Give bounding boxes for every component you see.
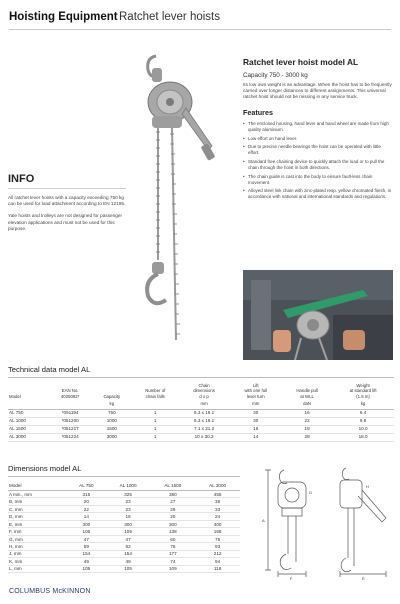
table-cell: G, mm bbox=[9, 536, 23, 542]
table-cell: 49 bbox=[125, 558, 131, 564]
table-cell: 109 bbox=[124, 529, 132, 535]
table-row bbox=[8, 550, 240, 557]
table-cell: 93 bbox=[215, 543, 221, 549]
column-header: Number of chain falls bbox=[145, 388, 166, 399]
table-cell: 22 bbox=[83, 506, 89, 512]
table-cell: 28 bbox=[304, 434, 310, 440]
table-cell: D, mm bbox=[9, 514, 23, 520]
table-cell: 1 bbox=[153, 434, 157, 440]
table-cell: 1500 bbox=[106, 426, 117, 432]
table-cell: 23 bbox=[125, 506, 131, 512]
table-cell: 138 bbox=[168, 529, 177, 535]
table-row bbox=[8, 513, 240, 520]
table-cell: 154 bbox=[124, 551, 132, 557]
table-cell: 3000 bbox=[106, 434, 117, 440]
column-header: AL 1500 bbox=[150, 481, 195, 491]
table-row bbox=[8, 535, 240, 542]
table-cell: 16 bbox=[125, 514, 131, 520]
table-cell: 300 bbox=[168, 521, 177, 527]
table-cell: 30 bbox=[253, 418, 259, 424]
column-unit bbox=[132, 400, 179, 409]
column-header: Capacity bbox=[103, 393, 121, 399]
table-cell: 47 bbox=[125, 536, 131, 542]
svg-text:H: H bbox=[366, 484, 369, 489]
table-cell: 1 bbox=[153, 418, 157, 424]
info-paragraph: All ratchet lever hoists with a capacity exceeding 750 kg can be used for load attachment according to EN 12195. bbox=[8, 195, 126, 207]
table-cell: 23 bbox=[125, 499, 131, 505]
table-cell: 7.1 x 21.2 bbox=[193, 426, 215, 432]
table-cell: 455 bbox=[213, 491, 222, 497]
table-cell: A min., mm bbox=[9, 491, 32, 497]
dimensions-title: Dimensions model AL bbox=[8, 464, 240, 477]
table-cell: 6.6 bbox=[359, 418, 367, 424]
table-cell: 74 bbox=[170, 558, 176, 564]
table-cell: F, mm bbox=[9, 529, 22, 535]
svg-text:F: F bbox=[290, 576, 293, 581]
table-row bbox=[8, 558, 240, 565]
technical-data-table bbox=[8, 382, 394, 442]
table-cell: 16 bbox=[304, 410, 310, 416]
table-row bbox=[8, 433, 394, 441]
product-description bbox=[243, 57, 393, 203]
table-row bbox=[8, 505, 240, 512]
column-unit: mm bbox=[179, 400, 230, 409]
table-row bbox=[8, 409, 394, 417]
product-capacity: Capacity 750 - 3000 kg bbox=[243, 72, 308, 79]
product-title: Ratchet lever hoist model AL bbox=[243, 57, 359, 67]
column-header: AL 1000 bbox=[106, 481, 151, 491]
table-cell: 106 bbox=[82, 529, 91, 535]
table-cell: 24 bbox=[215, 514, 221, 520]
category-subtitle: Ratchet lever hoists bbox=[119, 11, 220, 23]
table-cell: AL 3000 bbox=[9, 434, 26, 440]
table-cell: 22 bbox=[304, 418, 310, 424]
column-unit: mm bbox=[229, 400, 282, 409]
column-unit bbox=[48, 400, 91, 409]
table-cell: *051217 bbox=[61, 426, 79, 432]
technical-data-title: Technical data model AL bbox=[8, 365, 394, 378]
feature-item: • Low effort on hand lever. bbox=[243, 136, 393, 142]
column-header: EAN No. 4025092* bbox=[60, 388, 80, 399]
page-header bbox=[9, 8, 391, 30]
table-cell: AL 1000 bbox=[9, 418, 26, 424]
table-cell: 1 bbox=[153, 410, 157, 416]
table-cell: 10.0 bbox=[358, 426, 368, 432]
table-cell: 20 bbox=[170, 514, 176, 520]
feature-item: • Alloyed steel link chain with zinc-plated resp. yellow chromated finish, in accordance with national and international standards and regulations. bbox=[243, 188, 393, 200]
svg-text:G: G bbox=[309, 490, 313, 495]
category-title: Hoisting Equipment bbox=[9, 11, 118, 23]
table-cell: 105 bbox=[82, 566, 91, 572]
table-cell: 30 bbox=[253, 410, 259, 416]
table-cell: 750 bbox=[107, 410, 116, 416]
table-cell: 6.3 x 19.1 bbox=[193, 410, 215, 416]
table-cell: 14 bbox=[253, 434, 259, 440]
table-cell: 27 bbox=[170, 499, 176, 505]
table-cell: 6.3 x 19.1 bbox=[193, 418, 215, 424]
table-cell: AL 1500 bbox=[9, 426, 26, 432]
table-cell: L, mm bbox=[9, 566, 22, 572]
table-row bbox=[8, 543, 240, 550]
table-cell: 18.0 bbox=[358, 434, 368, 440]
table-cell: 300 bbox=[124, 521, 132, 527]
column-header: AL 3000 bbox=[195, 481, 240, 491]
column-header: Model bbox=[8, 481, 67, 491]
table-cell: 1 bbox=[153, 426, 157, 432]
info-title: INFO bbox=[8, 173, 126, 189]
table-cell: 20 bbox=[83, 499, 89, 505]
table-cell: 16 bbox=[253, 426, 259, 432]
table-cell: K, mm bbox=[9, 558, 23, 564]
dimensions-table bbox=[8, 481, 240, 573]
table-cell: J, mm bbox=[9, 551, 22, 557]
table-cell: 10 x 30.2 bbox=[194, 434, 214, 440]
table-cell: 75 bbox=[215, 536, 221, 542]
table-cell: 60 bbox=[170, 536, 176, 542]
table-cell: 18 bbox=[304, 426, 310, 432]
column-unit: daN bbox=[282, 400, 332, 409]
technical-data-section bbox=[8, 365, 394, 442]
table-cell: 6.4 bbox=[359, 410, 367, 416]
column-header: Model bbox=[9, 393, 21, 399]
info-box bbox=[8, 173, 126, 238]
features-title: Features bbox=[243, 108, 273, 118]
table-cell: 168 bbox=[213, 529, 222, 535]
svg-text:E: E bbox=[362, 576, 365, 581]
table-header-row bbox=[8, 481, 240, 491]
hoist-in-use-photo bbox=[243, 270, 393, 360]
table-row bbox=[8, 565, 240, 572]
svg-text:A: A bbox=[262, 518, 265, 523]
feature-item: • The chain guide is cast into the body to ensure fault-less chain movement. bbox=[243, 174, 393, 186]
table-row bbox=[8, 425, 394, 433]
column-header: Weight at standard lift (1.5 m) bbox=[349, 383, 377, 399]
column-unit: kg bbox=[332, 400, 394, 409]
table-cell: *051194 bbox=[61, 410, 79, 416]
table-cell: 94 bbox=[215, 558, 221, 564]
table-cell: 109 bbox=[168, 566, 177, 572]
table-row bbox=[8, 491, 240, 498]
table-cell: C, mm bbox=[9, 506, 23, 512]
info-paragraph: Yale hoists and trolleys are not designed for passenger elevation applications and must not be used for this purpose. bbox=[8, 213, 123, 231]
table-cell: 36 bbox=[215, 499, 221, 505]
table-cell: 49 bbox=[83, 558, 89, 564]
table-cell: 62 bbox=[125, 543, 131, 549]
table-cell: 33 bbox=[215, 506, 221, 512]
column-header: AL 750 bbox=[67, 481, 106, 491]
table-cell: 118 bbox=[213, 566, 222, 572]
table-cell: 315 bbox=[82, 491, 91, 497]
table-row bbox=[8, 528, 240, 535]
table-cell: H, mm bbox=[9, 543, 23, 549]
feature-item: • The enclosed housing, hand lever and hand wheel are made from high quality aluminium. bbox=[243, 121, 393, 133]
table-row bbox=[8, 520, 240, 527]
table-cell: 325 bbox=[124, 491, 132, 497]
table-cell: 105 bbox=[124, 566, 132, 572]
feature-item: • Standard free chaining device to quickly attach the load or to pull the chain through the hoist in both directions. bbox=[243, 159, 393, 171]
table-cell: 26 bbox=[170, 506, 176, 512]
table-cell: 47 bbox=[83, 536, 89, 542]
table-cell: *051200 bbox=[61, 418, 79, 424]
table-header-row bbox=[8, 382, 394, 400]
table-cell: 14 bbox=[83, 514, 89, 520]
table-cell: 59 bbox=[83, 543, 89, 549]
table-cell: 212 bbox=[213, 551, 222, 557]
features-list bbox=[243, 121, 393, 200]
column-unit: kg bbox=[92, 400, 132, 409]
table-cell: 1000 bbox=[106, 418, 117, 424]
table-row bbox=[8, 498, 240, 505]
hoist-product-image bbox=[128, 50, 218, 350]
dimension-drawing bbox=[254, 462, 394, 582]
table-cell: E, mm bbox=[9, 521, 23, 527]
column-header: Lift with one full lever turn bbox=[244, 383, 268, 399]
table-cell: AL 750 bbox=[9, 410, 24, 416]
table-row bbox=[8, 417, 394, 425]
table-cell: 78 bbox=[170, 543, 176, 549]
brand-logo: COLUMBUS McKINNON bbox=[9, 588, 91, 595]
column-header: Handle pull at WLL bbox=[296, 388, 318, 399]
column-header: Chain dimensions d x p bbox=[193, 383, 215, 399]
table-cell: 400 bbox=[213, 521, 222, 527]
table-cell: B, mm bbox=[9, 499, 23, 505]
feature-item: • Due to precise needle bearings the hoist can be operated with little effort. bbox=[243, 144, 393, 156]
dimensions-section bbox=[8, 464, 240, 573]
table-cell: 380 bbox=[168, 491, 177, 497]
table-cell: *051224 bbox=[61, 434, 79, 440]
table-cell: 300 bbox=[82, 521, 91, 527]
table-cell: 154 bbox=[82, 551, 91, 557]
product-description-text: Its low own weight is an advantage. When the hoist has to be frequently carried over longer distances to different assignments. This universal ratchet hoist should not be missing in any service truck. bbox=[243, 82, 392, 100]
column-unit bbox=[8, 400, 48, 409]
table-units-row bbox=[8, 400, 394, 409]
table-cell: 177 bbox=[168, 551, 177, 557]
